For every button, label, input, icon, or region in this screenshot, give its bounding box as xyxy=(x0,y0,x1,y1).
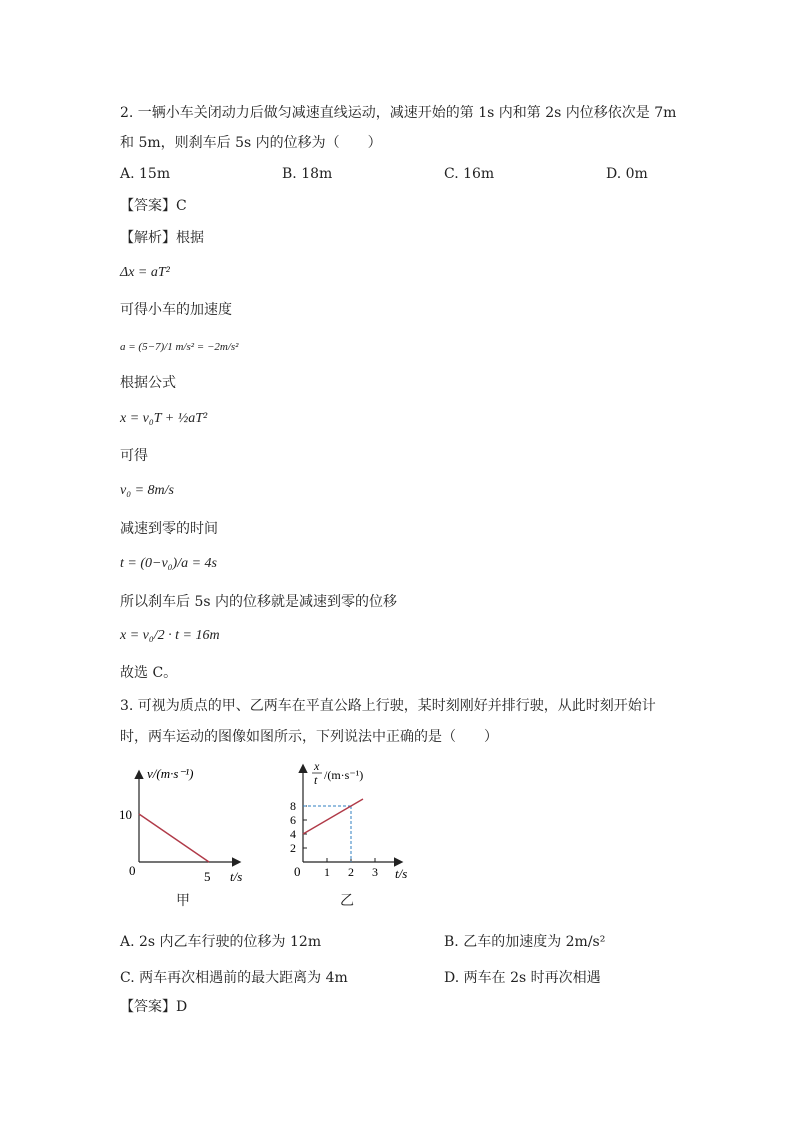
q2-option-c: C. 16m xyxy=(444,166,495,182)
yi-y-tick-4: 4 xyxy=(290,827,296,841)
q2-eq-dx: Δx = aT² xyxy=(120,265,170,280)
yi-y-tick-2: 2 xyxy=(290,841,296,855)
q2-eq-t: t = (0−v₀)/a = 4s xyxy=(120,556,217,571)
yi-series-line xyxy=(303,799,363,834)
q2-stem-line2: 和 5m，则刹车后 5s 内的位移为（ ） xyxy=(120,135,382,151)
yi-ylabel-num: x xyxy=(314,760,320,773)
graph-jia-caption: 甲 xyxy=(176,893,190,909)
jia-y-tick-10: 10 xyxy=(119,807,132,822)
q2-answer: 【答案】C xyxy=(120,198,187,214)
q2-conclusion: 故选 C。 xyxy=(120,665,178,681)
q2-option-a: A. 15m xyxy=(120,166,171,182)
q3-stem-line1: 3. 可视为质点的甲、乙两车在平直公路上行驶，某时刻刚好并排行驶，从此时刻开始计 xyxy=(120,698,656,714)
yi-x-tick-3: 3 xyxy=(372,865,378,879)
yi-x-tick-2: 2 xyxy=(348,865,354,879)
yi-x-tick-1: 1 xyxy=(324,865,330,879)
q3-option-d: D. 两车在 2s 时再次相遇 xyxy=(444,970,601,986)
jia-origin: 0 xyxy=(129,863,136,878)
q2-text-time: 减速到零的时间 xyxy=(120,521,218,537)
q2-text-get: 可得 xyxy=(120,448,148,464)
q3-option-b: B. 乙车的加速度为 2m/s² xyxy=(444,934,606,950)
yi-ylabel-den: t xyxy=(314,773,318,787)
jia-ylabel: v/(m·s⁻¹) xyxy=(147,766,194,781)
q2-stem-line1: 2. 一辆小车关闭动力后做匀减速直线运动，减速开始的第 1s 内和第 2s 内位移依次是 7m xyxy=(120,105,677,121)
graph-yi-caption: 乙 xyxy=(340,893,354,909)
q2-text-disp: 所以刹车后 5s 内的位移就是减速到零的位移 xyxy=(120,594,397,610)
q2-text-accel: 可得小车的加速度 xyxy=(120,302,232,318)
jia-series-line xyxy=(139,814,209,862)
yi-xlabel: t/s xyxy=(395,866,408,881)
yi-origin: 0 xyxy=(294,864,301,879)
graph-yi xyxy=(283,760,433,890)
yi-ylabel: /(m·s⁻¹) xyxy=(324,768,364,782)
q2-text-formula: 根据公式 xyxy=(120,375,176,391)
yi-y-tick-8: 8 xyxy=(290,799,296,813)
q2-eq-x: x = v₀T + ½aT² xyxy=(120,411,208,426)
jia-xlabel: t/s xyxy=(230,869,243,884)
q2-eq-v0: v₀ = 8m/s xyxy=(120,483,174,498)
q2-analysis: 【解析】根据 xyxy=(120,230,204,246)
q3-answer: 【答案】D xyxy=(120,999,188,1015)
q2-eq-x2: x = v₀/2 · t = 16m xyxy=(120,628,220,643)
graph-jia xyxy=(115,762,275,892)
q2-option-b: B. 18m xyxy=(282,166,333,182)
q3-option-c: C. 两车再次相遇前的最大距离为 4m xyxy=(120,970,348,986)
q2-eq-a: a = (5−7)/1 m/s² = −2m/s² xyxy=(120,341,239,353)
q3-option-a: A. 2s 内乙车行驶的位移为 12m xyxy=(120,934,322,950)
yi-y-tick-6: 6 xyxy=(290,813,296,827)
jia-x-tick-5: 5 xyxy=(204,869,211,884)
q2-option-d: D. 0m xyxy=(606,166,648,182)
q3-stem-line2: 时，两车运动的图像如图所示，下列说法中正确的是（ ） xyxy=(120,729,498,745)
